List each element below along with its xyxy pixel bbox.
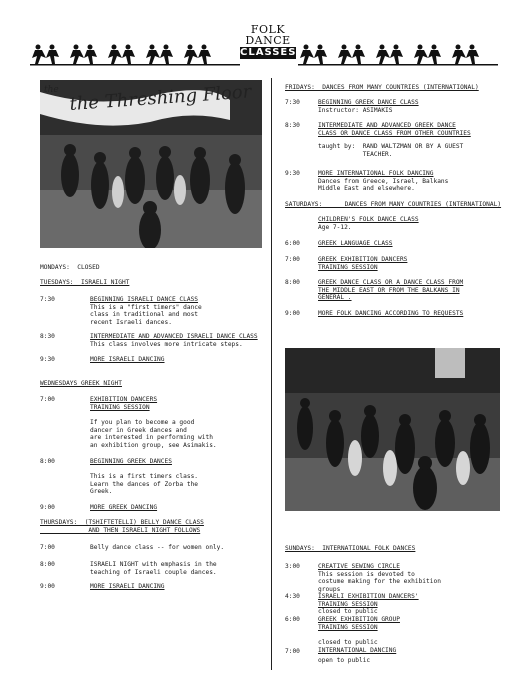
banner-text: the Threshing Floor (68, 81, 252, 115)
thu-class-3-title: MORE ISRAELI DANCING (90, 583, 165, 590)
sun-time-4: 7:00 (285, 648, 300, 655)
dancers-circle-photo (285, 348, 500, 511)
tue-time-2: 8:30 (40, 333, 55, 340)
saturdays-heading: SATURDAYS: DANCES FROM MANY COUNTRIES (INTERNATIONAL) (285, 201, 502, 208)
fri-class-2-title: INTERMEDIATE AND ADVANCED GREEK DANCE CLASS OR DANCE CLASS FROM OTHER COUNTRIES (318, 122, 471, 137)
sat-class-3-title: GREEK EXHIBITION DANCERS TRAINING SESSION (318, 256, 408, 271)
mondays-heading: MONDAYS: CLOSED (40, 264, 100, 271)
fri-class-1-title: BEGINNING GREEK DANCE CLASS (318, 99, 419, 106)
sun-class-4-title: INTERNATIONAL DANCING (318, 646, 397, 654)
thursdays-heading: THURSDAYS: (TSHIFTETELLI) BELLY DANCE CLASS AND THEN ISRAELI NIGHT FOLLOWS (40, 519, 204, 534)
sun-class-3-title: GREEK EXHIBITION GROUP TRAINING SESSION (318, 616, 400, 631)
title-line-dance: DANCE (245, 34, 291, 47)
sun-time-2: 4:30 (285, 593, 300, 600)
wed-time-1: 7:00 (40, 396, 55, 403)
thu-time-2: 8:00 (40, 561, 55, 568)
sun-class-1-desc: This session is devoted to costume making for the exhibition groups (318, 570, 441, 593)
wed-time-2: 8:00 (40, 458, 55, 465)
fri-time-3: 9:30 (285, 170, 300, 177)
tue-class-3-title: MORE ISRAELI DANCING (90, 356, 165, 363)
wed-class-3-title: MORE GREEK DANCING (90, 504, 158, 511)
thu-class-2-title: ISRAELI NIGHT with emphasis in the teaching of Israeli couple dances. (90, 561, 217, 576)
wed-class-1-title: EXHIBITION DANCERS TRAINING SESSION (90, 396, 158, 411)
wed-class-1-desc: If you plan to become a good dancer in Greek dances and are interested in performing with an exhibition group, see Asimakis. (90, 419, 217, 449)
sat-class-1-desc: Age 7-12. (318, 223, 352, 231)
banner-lettering-icon (40, 80, 262, 120)
wednesdays-heading: WEDNESDAYS GREEK NIGHT (40, 380, 122, 387)
tuesdays-heading: TUESDAYS: ISRAELI NIGHT (40, 279, 130, 286)
sat-class-1-title: CHILDREN'S FOLK DANCE CLASS (318, 216, 419, 223)
threshing-floor-photo (40, 80, 262, 248)
dancers-frieze-left-icon (30, 44, 240, 66)
column-divider (271, 78, 272, 670)
sun-class-4-desc: open to public (318, 657, 371, 664)
thu-time-1: 7:00 (40, 544, 55, 551)
fri-class-1-desc: Instructor: ASIMAKIS (318, 106, 393, 114)
sun-class-2-desc: closed to public (318, 608, 378, 616)
wed-class-2-title: BEGINNING GREEK DANCES (90, 458, 172, 465)
sun-time-3: 6:00 (285, 616, 300, 623)
sat-time-3: 7:00 (285, 256, 300, 263)
fri-class-3-title: MORE INTERNATIONAL FOLK DANCING (318, 170, 434, 177)
title-line-classes: CLASSES (240, 47, 297, 58)
page-title (240, 24, 296, 59)
wed-time-3: 9:00 (40, 504, 55, 511)
page-header (0, 0, 527, 75)
wed-class-2-desc: This is a first timers class. Learn the dances of Zorba the Greek. (90, 473, 199, 496)
sat-time-5: 9:00 (285, 310, 300, 317)
sat-time-4: 8:00 (285, 279, 300, 286)
sundays-heading: SUNDAYS: INTERNATIONAL FOLK DANCES (285, 545, 416, 552)
fri-time-2: 8:30 (285, 122, 300, 129)
thu-time-3: 9:00 (40, 583, 55, 590)
tue-time-1: 7:30 (40, 296, 55, 303)
sun-class-4-pre: closed to public (318, 639, 378, 646)
sat-time-2: 6:00 (285, 240, 300, 247)
sat-class-5-title: MORE FOLK DANCING ACCORDING TO REQUESTS (318, 310, 464, 317)
tue-time-3: 9:30 (40, 356, 55, 363)
tue-class-2-desc: This class involves more intricate steps. (90, 340, 243, 348)
tue-class-2-title: INTERMEDIATE AND ADVANCED ISRAELI DANCE CLASS (90, 333, 258, 340)
tue-class-1-desc: This is a "first timers" dance class in traditional and most recent Israeli dances. (90, 303, 202, 326)
sat-class-4-title: GREEK DANCE CLASS OR A DANCE CLASS FROM THE MIDDLE EAST OR FROM THE BALKANS IN GENERAL . (318, 279, 464, 302)
sun-class-2-title: ISRAELI EXHIBITION DANCERS' TRAINING SESSION (318, 593, 419, 608)
sun-time-1: 3:00 (285, 563, 300, 570)
fri-time-1: 7:30 (285, 99, 300, 106)
fridays-heading: FRIDAYS: DANCES FROM MANY COUNTRIES (INTERNATIONAL) (285, 84, 479, 91)
sat-class-2-title: GREEK LANGUAGE CLASS (318, 240, 393, 247)
svg-text:the: the (44, 85, 59, 95)
sun-class-1-title: CREATIVE SEWING CIRCLE (318, 563, 400, 570)
dancers-frieze-right-icon (298, 44, 498, 66)
title-line-folk: FOLK (250, 23, 286, 36)
fri-class-2-desc: taught by: RAND WALTZMAN OR BY A GUEST TEACHER. (318, 143, 464, 158)
fri-class-3-desc: Dances from Greece, Israel, Balkans Middle East and elsewhere. (318, 177, 449, 193)
thu-class-1-title: Belly dance class -- for women only. (90, 544, 225, 551)
tue-class-1-title: BEGINNING ISRAELI DANCE CLASS (90, 296, 199, 303)
